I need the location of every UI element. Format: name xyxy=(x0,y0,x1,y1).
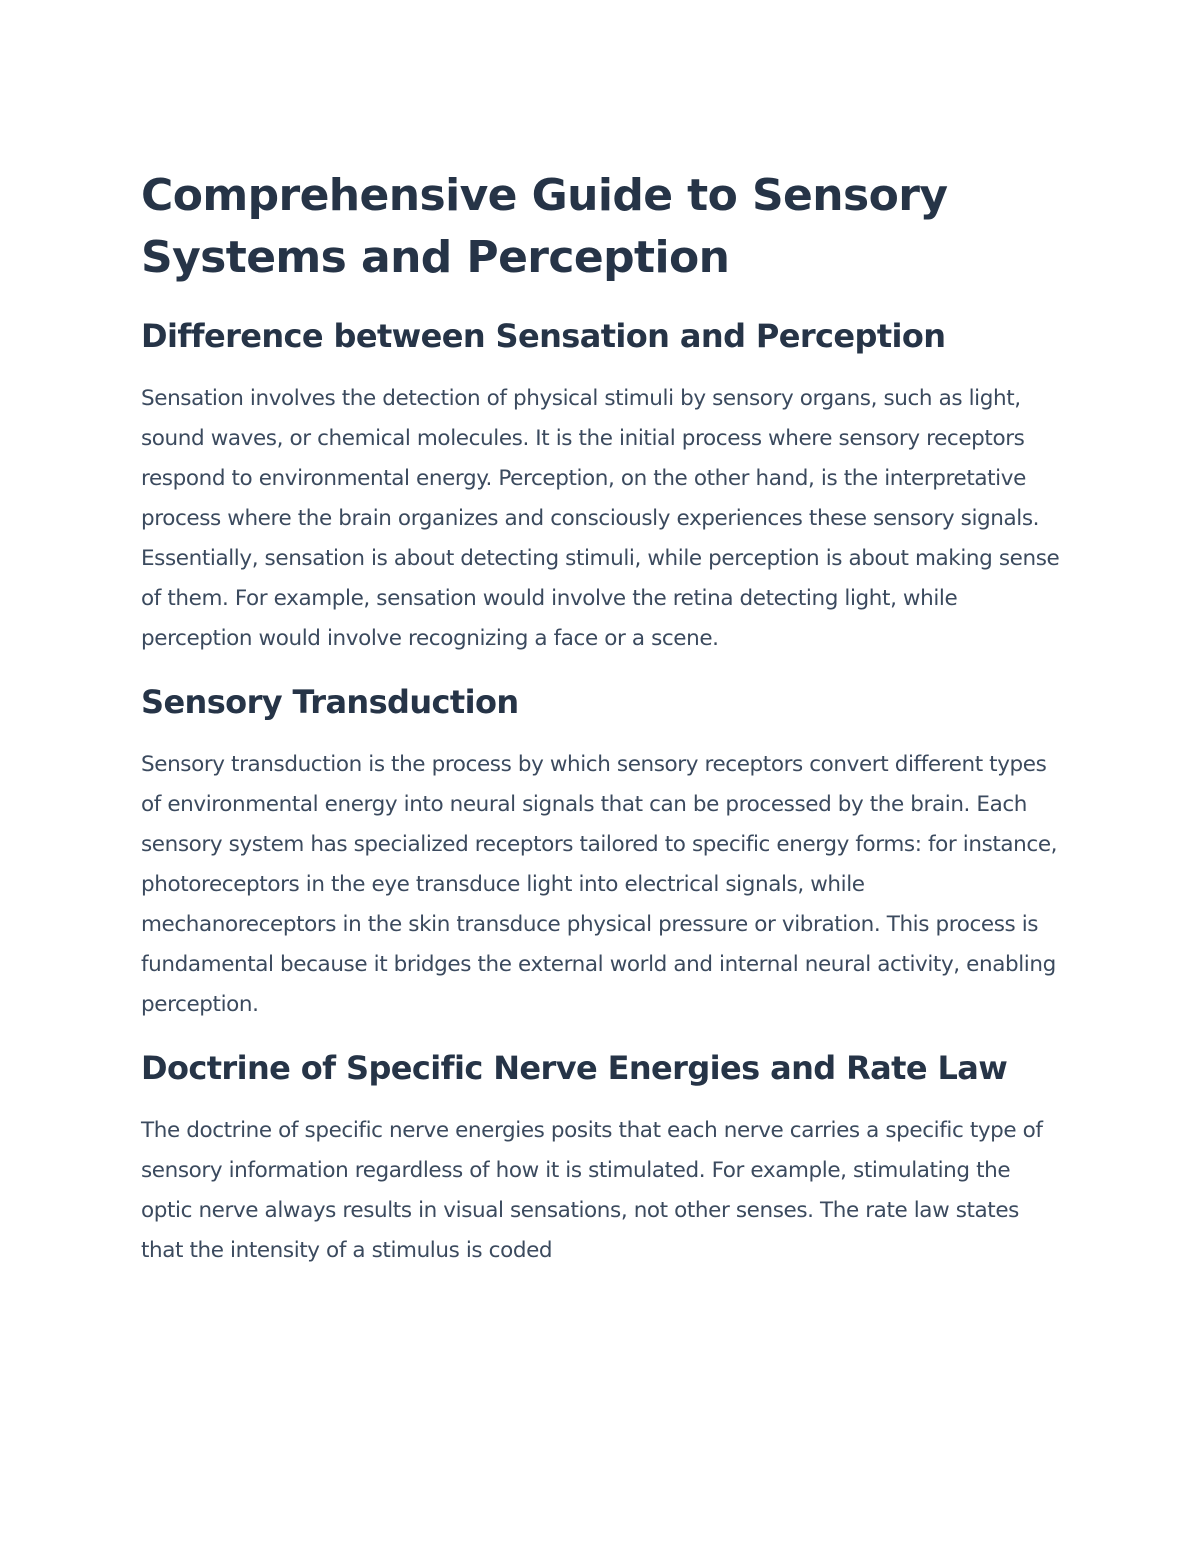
section-paragraph: Sensory transduction is the process by which sensory receptors convert different types of environmental energy into neural signals that can be processed by the brain. Each sensory system has specialized receptors tailored to specific energy forms: for instance, photoreceptors in the eye transduce light into electrical signals, while mechanoreceptors in the skin transduce physical pressure or vibration. This process is fundamental because it bridges the external world and internal neural activity, enabling perception. xyxy=(141,752,1058,1017)
section-heading: Doctrine of Specific Nerve Energies and Rate Law xyxy=(141,1049,1008,1087)
section-paragraph: The doctrine of specific nerve energies posits that each nerve carries a specific type of sensory information regardless of how it is stimulated. For example, stimulating the optic nerve always results in visual sensations, not other senses. The rate law states that the intensity of a stimulus is coded xyxy=(141,1118,1043,1263)
document-title: Comprehensive Guide to Sensory Systems and Perception xyxy=(141,170,948,283)
document-content xyxy=(141,165,1066,1293)
section-heading: Sensory Transduction xyxy=(141,683,519,721)
section-heading: Difference between Sensation and Perception xyxy=(141,317,946,355)
section-sensation-perception xyxy=(141,315,1066,659)
section-nerve-energies-rate-law xyxy=(141,1047,1066,1271)
section-paragraph: Sensation involves the detection of physical stimuli by sensory organs, such as light, sound waves, or chemical molecules. It is the initial process where sensory receptors respond to environmental energy. Perception, on the other hand, is the interpretative process where the brain organizes and consciously experiences these sensory signals. Essentially, sensation is about detecting stimuli, while perception is about making sense of them. For example, sensation would involve the retina detecting light, while perception would involve recognizing a face or a scene. xyxy=(141,386,1060,651)
section-sensory-transduction xyxy=(141,681,1066,1025)
